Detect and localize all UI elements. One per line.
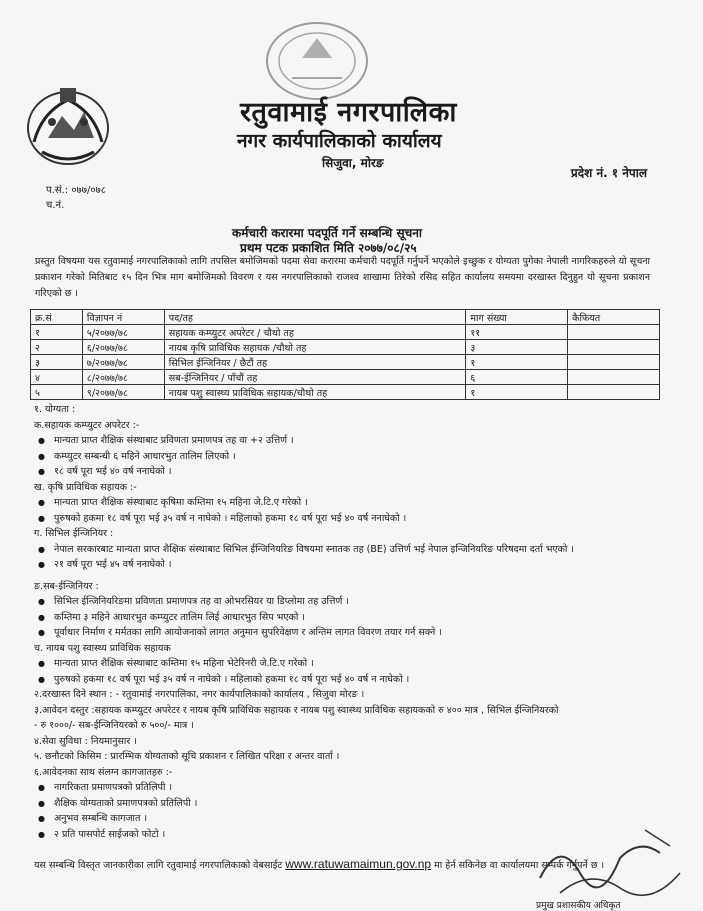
section-heading: ङ.सब-ईन्जिनियर : bbox=[34, 580, 99, 592]
list-item: ● मान्यता प्राप्त शैक्षिक संस्थाबाट प्रविणता प्रमाणपत्र तह वा +२ उत्तिर्ण । bbox=[34, 433, 674, 449]
table-cell bbox=[568, 325, 660, 340]
list-item: ● २१ वर्ष पूरा भई ४५ वर्ष ननाघेको । bbox=[34, 557, 674, 573]
list-item: ● मान्यता प्राप्त शैक्षिक संस्थाबाट कृषिमा कम्तिमा १५ महिना जे.टि.ए गरेको । bbox=[34, 495, 674, 511]
section-heading: च. नायब पशु स्वास्थ्य प्राविधिक सहायक bbox=[34, 642, 171, 654]
column-header: पद/तह bbox=[164, 310, 466, 325]
table-cell: ५ bbox=[31, 385, 83, 400]
table-row bbox=[31, 385, 660, 400]
footer-text-end: मा हेर्न सकिनेछ वा कार्यालयमा सम्पर्क गर्नुपर्ने छ । bbox=[431, 860, 605, 871]
selection-method: ५. छनौटको किसिम : प्रारम्भिक योग्यताको सूचि प्रकाशन र लिखित परिक्षा र अन्तर वार्ता । bbox=[34, 751, 340, 762]
list-item: ● कम्तिमा ३ महिने आधारभुत कम्प्युटर तालिम लिई आधारभुत सिप भएको । bbox=[34, 610, 674, 626]
table-cell: ६/२०७७/७८ bbox=[82, 340, 164, 355]
table-cell: २ bbox=[31, 340, 83, 355]
table-row bbox=[31, 325, 660, 340]
municipality-name: रतुवामाई नगरपालिका bbox=[240, 97, 457, 128]
signature-icon bbox=[530, 818, 690, 908]
table-cell: ३ bbox=[31, 355, 83, 370]
list-item: ● कम्प्युटर सम्बन्धी ६ महिने आधारभुत तालिम लिएको । bbox=[34, 449, 674, 465]
table-row bbox=[31, 370, 660, 385]
list-item: ● पुरुषको हकमा १८ वर्ष पूरा भई ३५ वर्ष न नाघेको । महिलाको हकमा १८ वर्ष पूरा भई ४० वर्ष ननाघेको । bbox=[34, 511, 674, 527]
table-cell: सिभिल ईन्जिनियर / छैटौं तह bbox=[164, 355, 466, 370]
signatory-title: प्रमुख प्रशासकीय अधिकृत bbox=[536, 901, 621, 911]
table-cell: ६ bbox=[466, 370, 568, 385]
province-label: प्रदेश नं. १ नेपाल bbox=[570, 166, 647, 180]
table-cell: ७/२०७७/७८ bbox=[82, 355, 164, 370]
column-header: विज्ञापन नं bbox=[82, 310, 164, 325]
list-item: ● १८ वर्ष पूरा भई ४० वर्ष ननाघेको । bbox=[34, 464, 674, 480]
notice-title: कर्मचारी करारमा पदपूर्ति गर्ने सम्बन्धि सूचना bbox=[232, 226, 422, 240]
office-address: सिजुवा, मोरङ bbox=[322, 156, 384, 170]
list-item: ● सिभिल ईन्जिनियरिङमा प्रविणता प्रमाणपत्र तह वा ओभरसियर या डिप्लोमा तह उत्तिर्ण । bbox=[34, 594, 674, 610]
list-item: ● मान्यता प्राप्त शैक्षिक संस्थाबाट कम्तिमा १५ महिना भेटेरिनरी जे.टि.ए गरेको । bbox=[34, 656, 674, 672]
submission-place: २.दरखास्त दिने स्थान : - रतुवामाई नगरपालिका, नगर कार्यपालिकाको कार्यालय , सिजुवा मोरङ । bbox=[34, 689, 365, 700]
column-header: माग संख्या bbox=[466, 310, 568, 325]
application-fee: ३.आवेदन दस्तुर :सहायक कम्प्युटर अपरेटर र नायब कृषि प्राविधिक सहायक र नायब पशु स्वास्थ्य प्राविधिक सहायकको रु ४०० मात्र , सिभिल ईन्जिनियरको bbox=[34, 704, 559, 716]
table-header-row bbox=[31, 310, 660, 325]
table-cell: ११ bbox=[466, 325, 568, 340]
table-cell bbox=[568, 355, 660, 370]
table-cell bbox=[568, 370, 660, 385]
table-cell: ८/२०७७/७८ bbox=[82, 370, 164, 385]
list-item: ● अनुभव सम्बन्धि कागजात । bbox=[34, 811, 674, 827]
table-cell bbox=[568, 385, 660, 400]
table-cell: ४ bbox=[31, 370, 83, 385]
table-row bbox=[31, 355, 660, 370]
list-item: ● पुरुषको हकमा १८ वर्ष पूरा भई ३५ वर्ष न नाघेको । महिलाको हकमा १८ वर्ष पूरा भई ४० वर्ष न नाघेको । bbox=[34, 672, 674, 688]
notice-body bbox=[34, 402, 674, 842]
table-cell: १ bbox=[466, 355, 568, 370]
table-cell bbox=[568, 340, 660, 355]
qualification-heading: १. योग्यता : bbox=[34, 404, 76, 415]
list-item: ● २ प्रति पासपोर्ट साईजको फोटो । bbox=[34, 827, 674, 843]
service-facilities: ४.सेवा सुविधा : नियमानुसार । bbox=[34, 735, 137, 747]
table-cell: १ bbox=[466, 385, 568, 400]
reference-number: प.सं.: ०७७/०७८ bbox=[46, 185, 106, 196]
table-cell: सब-ईन्जिनियर / पाँचौं तह bbox=[164, 370, 466, 385]
nepal-emblem-icon bbox=[22, 82, 114, 170]
table-cell: सहायक कम्प्युटर अपरेटर / चौथो तह bbox=[164, 325, 466, 340]
office-name: नगर कार्यपालिकाको कार्यालय bbox=[237, 130, 442, 152]
table-cell: ५/२०७७/७८ bbox=[82, 325, 164, 340]
list-item: ● नेपाल सरकारबाट मान्यता प्राप्त शैक्षिक संस्थाबाट सिभिल ईन्जिनियरिङ विषयमा स्नातक तह (BE) उत्तिर्ण भई नेपाल इन्जिनियरिङ परिषदमा दर्ता भएको । bbox=[34, 542, 664, 558]
table-row bbox=[31, 340, 660, 355]
dispatch-number: च.नं. bbox=[46, 200, 65, 211]
column-header: क्र.सं bbox=[31, 310, 83, 325]
footer-text: यस सम्बन्धि विस्तृत जानकारीका लागि रतुवामाई नगरपालिकाको वेबसाईट bbox=[34, 860, 286, 871]
section-heading: क.सहायक कम्प्युटर अपरेटर :- bbox=[34, 419, 140, 431]
column-header: कैफियत bbox=[568, 310, 660, 325]
notice-intro: प्रस्तुत विषयमा यस रतुवामाई नगरपालिकाको लागि तपसिल बमोजिमको पदमा सेवा करारमा कर्मचारी पदपूर्ति गर्नुपर्ने भएकोले इच्छुक र योग्यता पुगेका नेपाली नागरिकहरुले यो सूचना प्रकाशन गरेको मितिबाट १५ दिन भित्र माग बमोजिमको विवरण र यस नगरपालिकाको राजश्व शाखामा तिरेको रसिद सहित कार्यालय समयमा दरखास्त दिनुहुन यो सूचना प्रकाशन गरिएको छ । bbox=[35, 256, 650, 299]
table-cell: नायब कृषि प्राविधिक सहायक /चौथो तह bbox=[164, 340, 466, 355]
list-item: ● शैक्षिक योग्यताको प्रमाणपत्रको प्रतिलिपी । bbox=[34, 796, 674, 812]
list-item: ● नागरिकता प्रमाणपत्रको प्रतिलिपी । bbox=[34, 780, 674, 796]
publication-date: प्रथम पटक प्रकाशित मिति २०७७/०८/२५ bbox=[240, 241, 417, 255]
section-heading: ख. कृषि प्राविधिक सहायक :- bbox=[34, 481, 137, 493]
footer-note bbox=[34, 856, 614, 874]
table-cell: १ bbox=[31, 325, 83, 340]
application-fee-continued: - रु १०००/- सब-ईन्जिनियरको रु ५००/- मात्र । bbox=[34, 720, 194, 731]
table-cell: ३ bbox=[466, 340, 568, 355]
list-item: ● पूर्वाधार निर्माण र मर्मतका लागि आयोजनाको लागत अनुमान सुपरिवेक्षण र अन्तिम लागत विवरण तयार गर्न सक्ने । bbox=[34, 625, 674, 641]
website-link[interactable]: www.ratuwamaimun.gov.np bbox=[285, 857, 432, 871]
table-cell: नायब पशु स्वास्थ्य प्राविधिक सहायक/चौथो तह bbox=[164, 385, 466, 400]
section-heading: ग. सिभिल ईन्जिनियर : bbox=[34, 528, 114, 539]
documents-heading: ६.आवेदनका साथ संलग्न कागजातहरु :- bbox=[34, 766, 173, 778]
table-cell: ९/२०७७/७८ bbox=[82, 385, 164, 400]
vacancy-table bbox=[30, 309, 660, 400]
